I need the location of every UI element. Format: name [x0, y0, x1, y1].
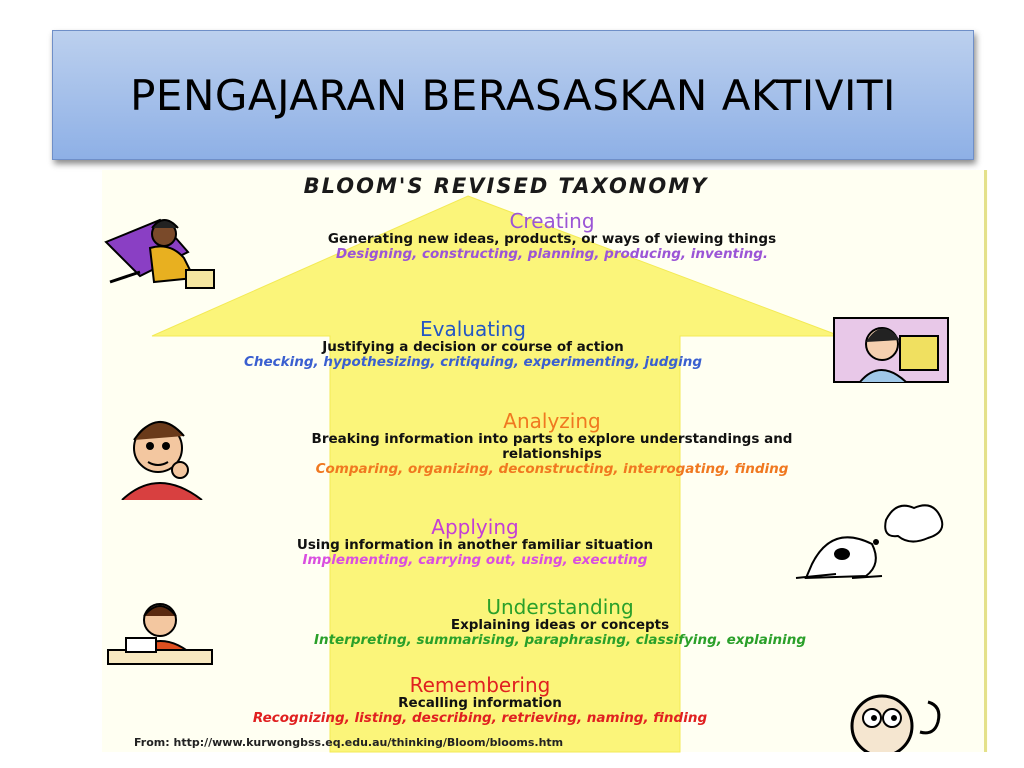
level-verbs: Interpreting, summarising, paraphrasing, classifying, explaining [313, 632, 807, 648]
level-remembering [160, 674, 800, 726]
level-analyzing [222, 410, 882, 477]
figure-title: BLOOM'S REVISED TAXONOMY [303, 174, 709, 198]
level-verbs: Recognizing, listing, describing, retrieving, naming, finding [252, 710, 708, 726]
level-description: Recalling information [398, 695, 562, 711]
level-verbs: Implementing, carrying out, using, executing [302, 552, 648, 568]
level-name: Applying [431, 515, 519, 539]
level-evaluating [160, 318, 786, 370]
level-description: Breaking information into parts to explore understandings and relationships [311, 431, 793, 462]
level-applying [180, 516, 770, 568]
level-verbs: Checking, hypothesizing, critiquing, experimenting, judging [243, 354, 703, 370]
level-creating [232, 210, 872, 262]
level-verbs: Designing, constructing, planning, producing, inventing. [335, 246, 769, 262]
face-remembering-illustration [832, 682, 954, 752]
level-description: Generating new ideas, products, or ways of viewing things [327, 231, 777, 247]
level-name: Creating [509, 209, 595, 233]
man-evaluating-illustration [830, 314, 954, 386]
man-understanding-illustration [104, 598, 214, 670]
level-name: Analyzing [503, 409, 601, 433]
level-name: Evaluating [420, 317, 526, 341]
man-analyzing-illustration [108, 412, 218, 500]
source-citation: From: http://www.kurwongbss.eq.edu.au/thinking/Bloom/blooms.htm [134, 736, 564, 749]
level-description: Using information in another familiar situation [296, 537, 654, 553]
level-description: Explaining ideas or concepts [450, 617, 670, 633]
level-name: Remembering [409, 673, 551, 697]
level-verbs: Comparing, organizing, deconstructing, interrogating, finding [315, 461, 789, 477]
girl-creating-illustration [100, 212, 224, 296]
level-understanding [300, 596, 820, 648]
level-name: Understanding [486, 595, 634, 619]
slide-title: PENGAJARAN BERASASKAN AKTIVITI [130, 70, 896, 120]
level-description: Justifying a decision or course of action [322, 339, 624, 355]
dog-thinking-illustration [792, 494, 948, 584]
